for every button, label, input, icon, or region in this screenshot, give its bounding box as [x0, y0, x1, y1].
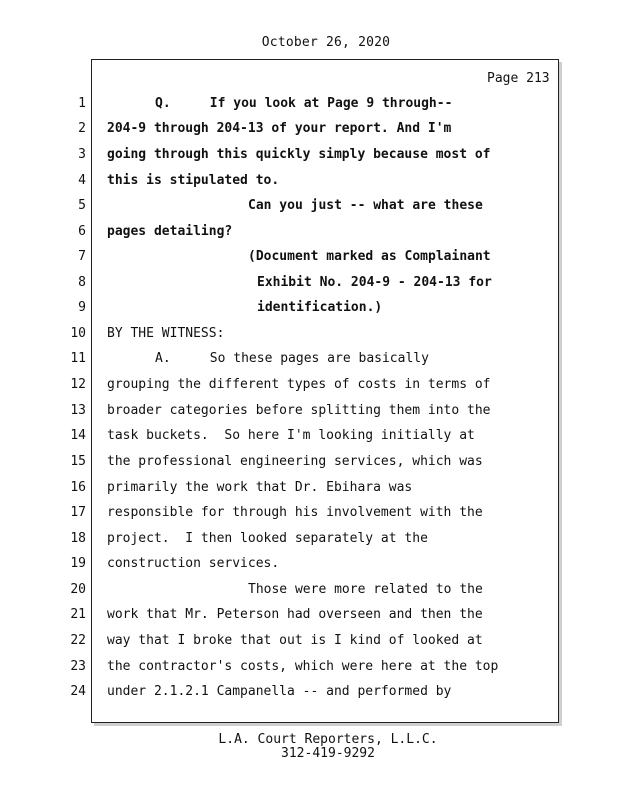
- transcript-line: [0, 556, 618, 574]
- line-number: 6: [78, 224, 86, 239]
- line-text: primarily the work that Dr. Ebihara was: [107, 480, 413, 495]
- transcript-line: [0, 582, 618, 600]
- line-text: work that Mr. Peterson had overseen and then the: [107, 607, 483, 622]
- header-date: October 26, 2020: [261, 35, 391, 50]
- line-number: 23: [70, 659, 86, 674]
- line-text: (Document marked as Complainant: [248, 249, 491, 264]
- line-number: 1: [78, 96, 86, 111]
- line-text: A. So these pages are basically: [155, 351, 429, 366]
- line-number: 10: [70, 326, 86, 341]
- line-text: 204-9 through 204-13 of your report. And I'm: [107, 121, 452, 136]
- line-number: 12: [70, 377, 86, 392]
- line-text: responsible for through his involvement with the: [107, 505, 483, 520]
- line-number: 14: [70, 428, 86, 443]
- line-text: Q. If you look at Page 9 through--: [155, 96, 453, 111]
- line-number: 19: [70, 556, 86, 571]
- line-text: grouping the different types of costs in terms of: [107, 377, 491, 392]
- line-text: the professional engineering services, which was: [107, 454, 483, 469]
- transcript-line: [0, 173, 618, 191]
- line-text: pages detailing?: [107, 224, 233, 239]
- transcript-line: [0, 300, 618, 318]
- transcript-line: [0, 147, 618, 165]
- transcript-line: [0, 633, 618, 651]
- transcript-line: [0, 224, 618, 242]
- line-number: 11: [70, 351, 86, 366]
- line-number: 4: [78, 173, 86, 188]
- line-number: 22: [70, 633, 86, 648]
- line-number: 7: [78, 249, 86, 264]
- transcript-line: [0, 249, 618, 267]
- line-text: Can you just -- what are these: [248, 198, 483, 213]
- line-text: the contractor's costs, which were here at the top: [107, 659, 499, 674]
- transcript-line: [0, 351, 618, 369]
- line-number: 17: [70, 505, 86, 520]
- line-number: 24: [70, 684, 86, 699]
- transcript-line: [0, 96, 618, 114]
- line-text: construction services.: [107, 556, 280, 571]
- line-text: task buckets. So here I'm looking initially at: [107, 428, 475, 443]
- line-text: going through this quickly simply because most of: [107, 147, 491, 162]
- transcript-line: [0, 377, 618, 395]
- transcript-line: [0, 275, 618, 293]
- line-text: project. I then looked separately at the: [107, 531, 428, 546]
- line-text: under 2.1.2.1 Campanella -- and performed by: [107, 684, 452, 699]
- line-number: 8: [78, 275, 86, 290]
- page-label: Page 213: [487, 71, 550, 86]
- transcript-line: [0, 121, 618, 139]
- line-number: 20: [70, 582, 86, 597]
- line-text: way that I broke that out is I kind of looked at: [107, 633, 483, 648]
- transcript-line: [0, 428, 618, 446]
- line-number: 9: [78, 300, 86, 315]
- line-number: 2: [78, 121, 86, 136]
- transcript-line: [0, 607, 618, 625]
- transcript-line: [0, 480, 618, 498]
- line-number: 18: [70, 531, 86, 546]
- transcript-line: [0, 659, 618, 677]
- line-number: 13: [70, 403, 86, 418]
- transcript-line: [0, 198, 618, 216]
- line-text: BY THE WITNESS:: [107, 326, 225, 341]
- line-text: Those were more related to the: [248, 582, 483, 597]
- transcript-line: [0, 505, 618, 523]
- line-number: 5: [78, 198, 86, 213]
- transcript-line: [0, 326, 618, 344]
- line-text: broader categories before splitting them into the: [107, 403, 491, 418]
- line-text: identification.): [257, 300, 383, 315]
- line-text: this is stipulated to.: [107, 173, 280, 188]
- line-number: 21: [70, 607, 86, 622]
- line-number: 15: [70, 454, 86, 469]
- footer-company: L.A. Court Reporters, L.L.C.: [218, 732, 438, 747]
- transcript-line: [0, 454, 618, 472]
- transcript-line: [0, 531, 618, 549]
- transcript-line: [0, 684, 618, 702]
- line-text: Exhibit No. 204-9 - 204-13 for: [257, 275, 492, 290]
- line-number: 3: [78, 147, 86, 162]
- transcript-line: [0, 403, 618, 421]
- line-number: 16: [70, 480, 86, 495]
- footer-phone: 312-419-9292: [281, 746, 375, 761]
